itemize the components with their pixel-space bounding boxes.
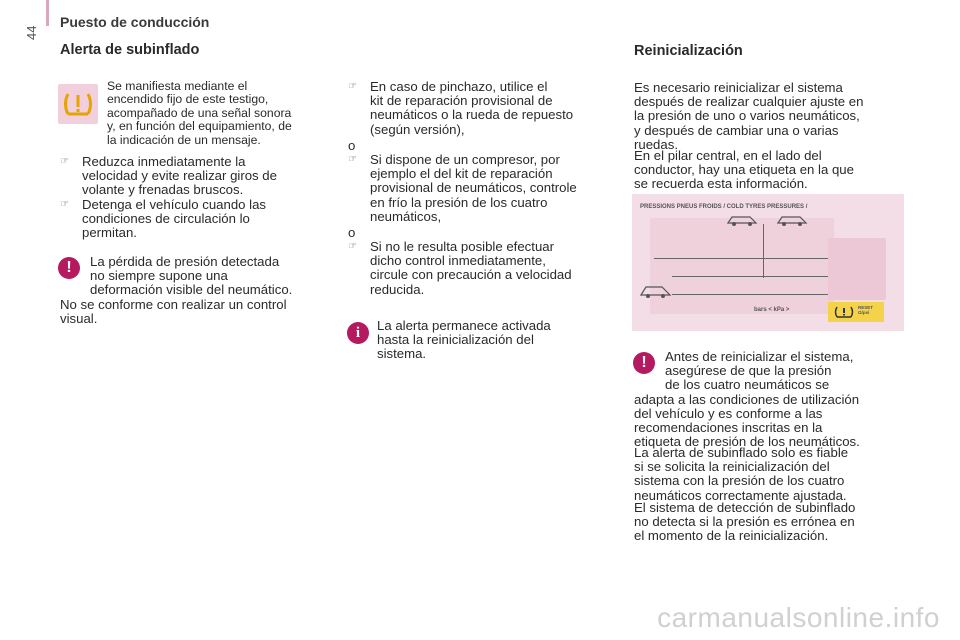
- bullet-compressor: ☞ Si dispone de un compresor, por ejemplo el del kit de reparación provisional de neumáticos, controle en frío la presión de los cuatro neumáticos,: [348, 152, 577, 224]
- bullet-reduce-speed: ☞ Reduzca inmediatamente la velocidad y evite realizar giros de volante y frenadas bruscos.: [60, 154, 277, 198]
- label-units: bars < kPa >: [754, 307, 790, 313]
- info-icon: i: [347, 322, 369, 344]
- pointing-hand-icon: ☞: [348, 154, 357, 165]
- tpms-warning-lamp: [58, 84, 98, 124]
- label-side-block: [828, 238, 886, 300]
- pointing-hand-icon: ☞: [60, 199, 69, 210]
- pointing-hand-icon: ☞: [348, 241, 357, 252]
- intro-text: Se manifiesta mediante el encendido fijo de este testigo, acompañado de una señal sonora y, en función del equipamiento, de la indicación de un mensaje.: [107, 79, 292, 147]
- or-2: o: [348, 225, 356, 240]
- car-front-icon: [724, 213, 760, 227]
- reset-para-1: Es necesario reinicializar el sistema después de realizar cualquier ajuste en la presión de uno o varios neumáticos, y después de cambiar una o varias ruedas.: [634, 80, 864, 152]
- exclamation-icon: !: [633, 352, 655, 374]
- reset-para-4: El sistema de detección de subinflado no detecta si la presión es errónea en el momento de la reinicialización.: [634, 500, 856, 544]
- chapter-title: Puesto de conducción: [60, 14, 210, 30]
- watermark: carmanualsonline.info: [657, 602, 940, 633]
- label-table: [650, 218, 834, 314]
- info-middle: La alerta permanece activada hasta la reinicialización del sistema.: [377, 318, 551, 362]
- label-reset: RESET Ω/psi: [858, 305, 874, 315]
- bullet-drive-carefully: ☞ Si no le resulta posible efectuar dicho control inmediatamente, circule con precaución a velocidad reducida.: [348, 239, 572, 297]
- tyre-pressure-warning-icon: [58, 84, 98, 124]
- pointing-hand-icon: ☞: [348, 81, 357, 92]
- section-title-alert: Alerta de subinflado: [60, 42, 200, 58]
- warning-left: La pérdida de presión detectada no siempre supone una deformación visible del neumático. No se conforme con realizar un control visual.: [60, 254, 293, 326]
- chapter-bar: [46, 0, 49, 26]
- or-1: o: [348, 138, 356, 153]
- tyre-pressure-label-image: [632, 194, 904, 331]
- pointing-hand-icon: ☞: [60, 156, 69, 167]
- warning-right: Antes de reinicializar el sistema, asegúrese de que la presión de los cuatro neumáticos se adapta a las condiciones de utilización del vehículo y es conforme a las recomendaciones inscritas en la etiqueta de presión de los neumáticos.: [634, 349, 860, 450]
- section-title-reset: Reinicialización: [634, 43, 743, 59]
- bullet-puncture: ☞ En caso de pinchazo, utilice el kit de reparación provisional de neumáticos o la rueda de repuesto (según versión),: [348, 79, 574, 137]
- exclamation-icon: !: [58, 257, 80, 279]
- label-heading: PRESSIONS PNEUS FROIDS / COLD TYRES PRESSURES /: [640, 204, 808, 210]
- page-number: 44: [24, 25, 39, 40]
- car-loaded-icon: [638, 282, 674, 300]
- reset-para-3: La alerta de subinflado solo es fiable si se solicita la reinicialización del sistema con la presión de los cuatro neumáticos correctamente ajustada.: [634, 445, 849, 503]
- reset-para-2: En el pilar central, en el lado del conductor, hay una etiqueta en la que se recuerda esta información.: [634, 148, 854, 192]
- bullet-stop-vehicle: ☞ Detenga el vehículo cuando las condiciones de circulación lo permitan.: [60, 197, 267, 241]
- tyre-pressure-warning-icon: [832, 304, 856, 320]
- car-rear-icon: [774, 213, 810, 227]
